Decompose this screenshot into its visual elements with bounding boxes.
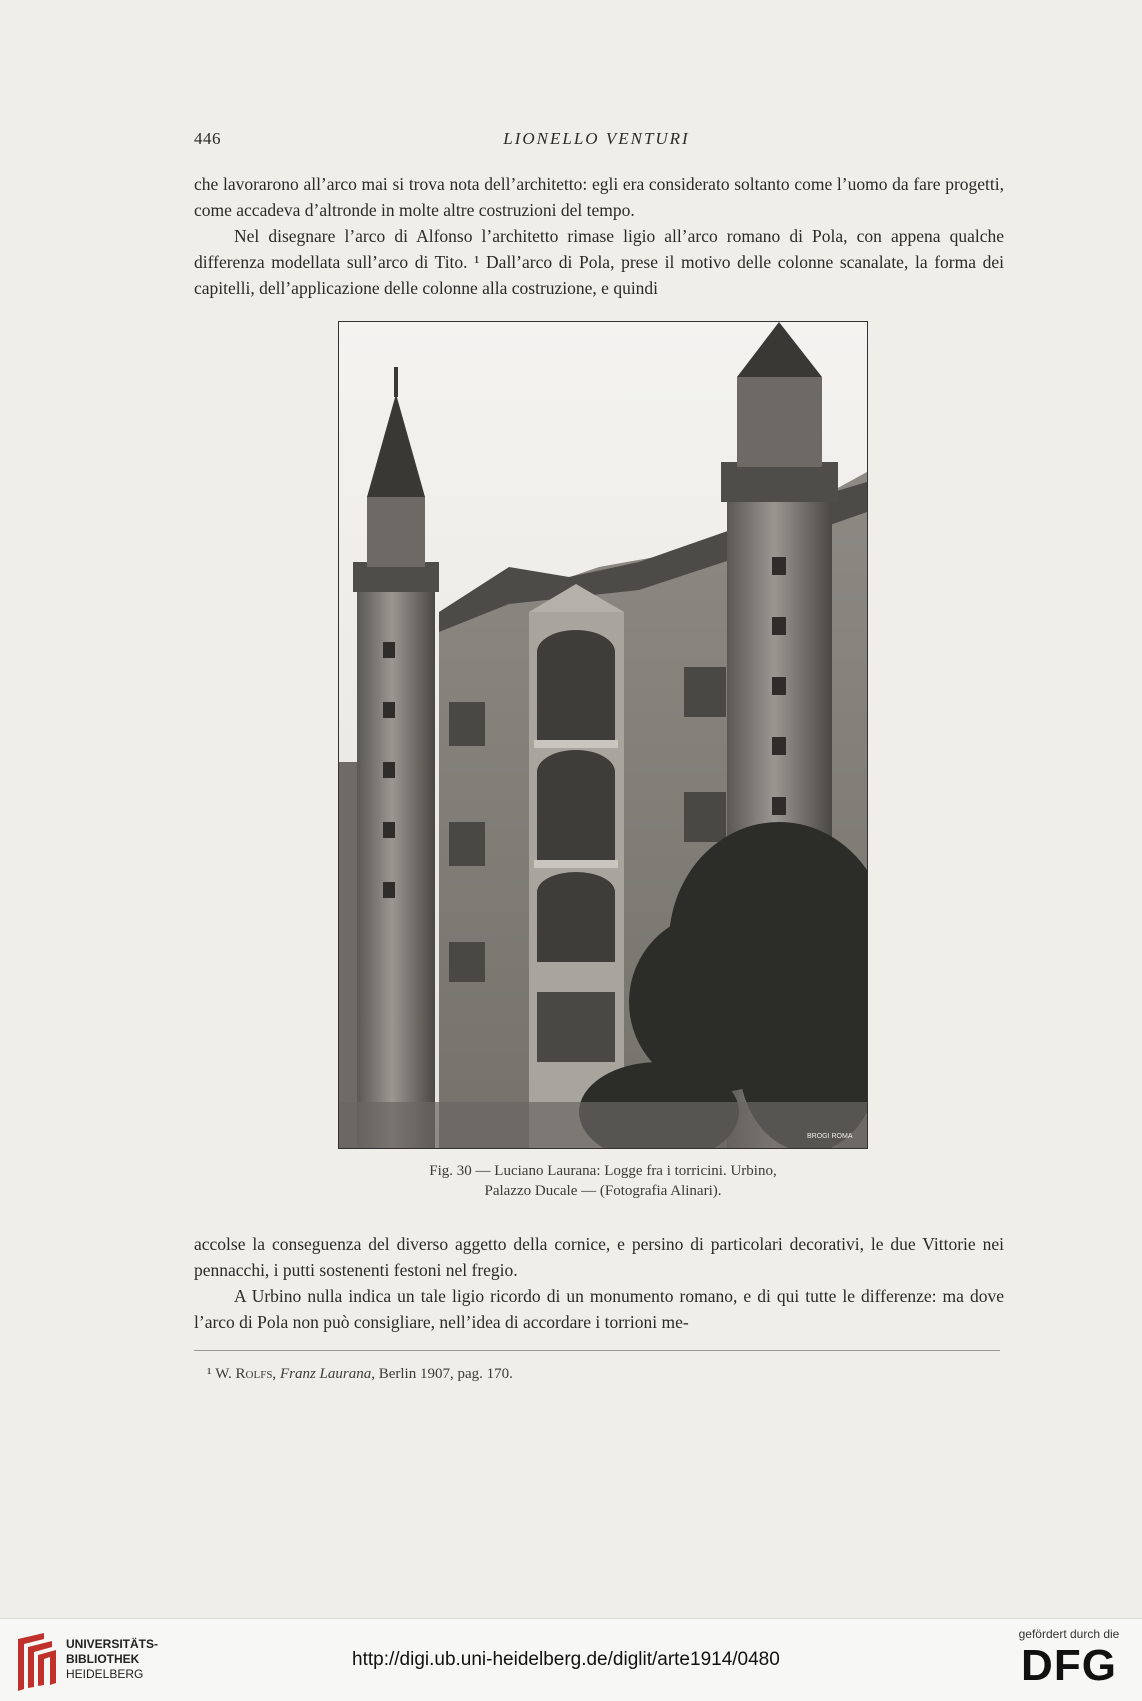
library-logo-icon[interactable] bbox=[14, 1631, 58, 1693]
caption-line: Fig. 30 — Luciano Laurana: Logge fra i torricini. Urbino, bbox=[429, 1163, 777, 1179]
photo-credit: BROGI ROMA bbox=[807, 1133, 853, 1140]
library-name-line: UNIVERSITÄTS- bbox=[66, 1637, 159, 1651]
paragraph: accolse la conseguenza del diverso aggetto della cornice, e persino di particolari decorativi, le due Vittorie nei pennacchi, i putti sostenenti festoni nel fregio. bbox=[194, 1234, 1004, 1280]
footer-bar bbox=[0, 1618, 1142, 1701]
funding-text: gefördert durch die bbox=[1018, 1627, 1120, 1641]
paragraph: che lavorarono all’arco mai si trova nota dell’architetto: egli era considerato soltanto come l’uomo da fare progetti, come accadeva d’altronde in molte altre costruzioni del tempo. bbox=[194, 174, 1004, 220]
page-number: 446 bbox=[194, 129, 221, 148]
body-text-top bbox=[194, 171, 1004, 301]
footnote-divider bbox=[194, 1350, 1000, 1351]
library-name-line: HEIDELBERG bbox=[66, 1667, 144, 1681]
footnote bbox=[207, 1366, 513, 1383]
footnote-title: Franz Laurana, bbox=[279, 1366, 375, 1382]
library-name-line: BIBLIOTHEK bbox=[66, 1652, 140, 1666]
library-name[interactable] bbox=[66, 1637, 158, 1682]
footnote-details: Berlin 1907, pag. 170. bbox=[378, 1366, 513, 1382]
figure-photo bbox=[338, 321, 868, 1149]
palazzo-ducale-photo bbox=[339, 322, 867, 1148]
paragraph: Nel disegnare l’arco di Alfonso l’architetto rimase ligio all’arco romano di Pola, con appena qualche differenza modellata sull’arco di Tito. ¹ Dall’arco di Pola, prese il motivo delle colonne scanalate, la forma dei capitelli, dell’applicazione delle colonne alla costruzione, e quindi bbox=[194, 226, 1004, 298]
running-head bbox=[194, 129, 999, 153]
footnote-author: W. Rolfs, bbox=[215, 1366, 277, 1382]
figure-caption bbox=[338, 1161, 868, 1201]
paragraph: A Urbino nulla indica un tale ligio ricordo di un monumento romano, e di qui tutte le differenze: ma dove l’arco di Pola non può consigliare, nell’idea di accordare i torrioni me- bbox=[194, 1286, 1004, 1332]
running-title: LIONELLO VENTURI bbox=[503, 129, 690, 148]
dfg-logo-icon: DFG bbox=[1021, 1641, 1117, 1690]
caption-line: Palazzo Ducale — (Fotografia Alinari). bbox=[484, 1183, 722, 1199]
permalink-url[interactable]: http://digi.ub.uni-heidelberg.de/diglit/arte1914/0480 bbox=[352, 1649, 780, 1670]
body-text-bottom bbox=[194, 1231, 1004, 1335]
dfg-funding[interactable] bbox=[1014, 1625, 1124, 1699]
footnote-marker: ¹ bbox=[207, 1366, 212, 1382]
